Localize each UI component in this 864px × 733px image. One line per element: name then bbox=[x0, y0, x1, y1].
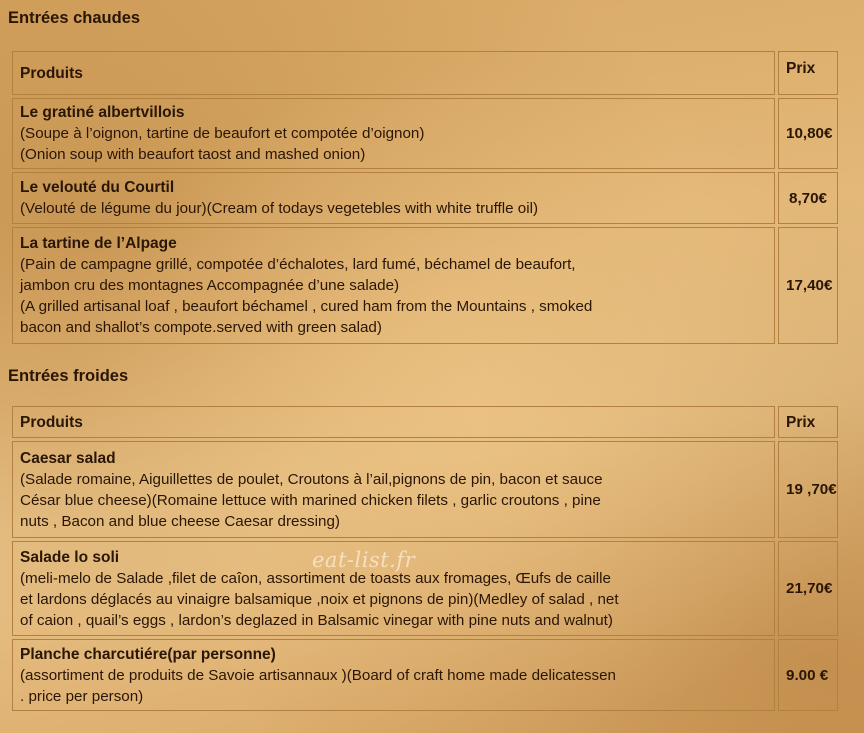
menu-item-row bbox=[12, 98, 838, 169]
menu-item-cell bbox=[12, 98, 775, 169]
dish-name: La tartine de l’Alpage bbox=[20, 235, 177, 252]
dish-name: Salade lo soli bbox=[20, 548, 120, 566]
dish-description: (Velouté de légume du jour)(Cream of todays vegetebles with white truffle oil) bbox=[20, 200, 539, 217]
menu-item-row bbox=[12, 639, 838, 711]
menu-item-cell bbox=[12, 441, 775, 538]
dish-price: 10,80€ bbox=[778, 98, 838, 169]
dish-description: (Pain de campagne grillé, compotée d’échalotes, lard fumé, béchamel de beaufort, jambon cru des montagnes Accompagnée d’une salade) (A grilled artisanal loaf , beaufort béchamel , cured ham from the Mountains , smoked bacon and shallot’s compote.served with green salad) bbox=[20, 256, 593, 336]
menu-item-row bbox=[12, 227, 838, 344]
menu-item-cell bbox=[12, 227, 775, 344]
table-header-row bbox=[12, 51, 838, 95]
dish-description: (Soupe à l’oignon, tartine de beaufort et compotée d’oignon) (Onion soup with beaufort taost and mashed onion) bbox=[20, 125, 425, 163]
section-title-hot-starters: Entrées chaudes bbox=[8, 9, 141, 27]
dish-name: Le velouté du Courtil bbox=[20, 179, 175, 196]
menu-item-row bbox=[12, 172, 838, 224]
menu-item-cell bbox=[12, 172, 775, 224]
table-header-row bbox=[12, 406, 838, 438]
hot-starters-table bbox=[9, 48, 841, 347]
dish-price: 21,70€ bbox=[778, 541, 838, 636]
dish-description: (Salade romaine, Aiguillettes de poulet, Croutons à l’ail,pignons de pin, bacon et sauce César blue cheese)(Romaine lettuce with marined chicken filets , garlic croutons , pine nuts , Bacon and blue cheese Caesar dressing) bbox=[20, 470, 603, 530]
dish-name: Caesar salad bbox=[20, 449, 116, 467]
menu-item-row bbox=[12, 441, 838, 538]
dish-price: 19 ,70€ bbox=[778, 441, 838, 538]
menu-item-cell bbox=[12, 639, 775, 711]
dish-description: (assortiment de produits de Savoie artisannaux )(Board of craft home made delicatessen . price per person) bbox=[20, 666, 616, 705]
dish-name: Planche charcutiére(par personne) bbox=[20, 645, 276, 663]
cold-starters-table bbox=[9, 403, 841, 714]
dish-price: 9.00 € bbox=[778, 639, 838, 711]
menu-item-row bbox=[12, 541, 838, 636]
product-column-header: Produits bbox=[12, 406, 775, 438]
product-column-header: Produits bbox=[12, 51, 775, 95]
dish-price: 8,70€ bbox=[778, 172, 838, 224]
dish-description: (meli-melo de Salade ,filet de caîon, assortiment de toasts aux fromages, Œufs de caille et lardons déglacés au vinaigre balsamique ,noix et pignons de pin)(Medley of salad , net of caion , quail’s eggs , lardon’s deglazed in Balsamic vinegar with pine nuts and walnut) bbox=[20, 569, 619, 629]
watermark: eat-list.fr bbox=[312, 548, 416, 572]
section-title-cold-starters: Entrées froides bbox=[8, 367, 129, 385]
price-column-header: Prix bbox=[778, 406, 838, 438]
dish-price: 17,40€ bbox=[778, 227, 838, 344]
dish-name: Le gratiné albertvillois bbox=[20, 104, 185, 121]
price-column-header: Prix bbox=[778, 51, 838, 95]
